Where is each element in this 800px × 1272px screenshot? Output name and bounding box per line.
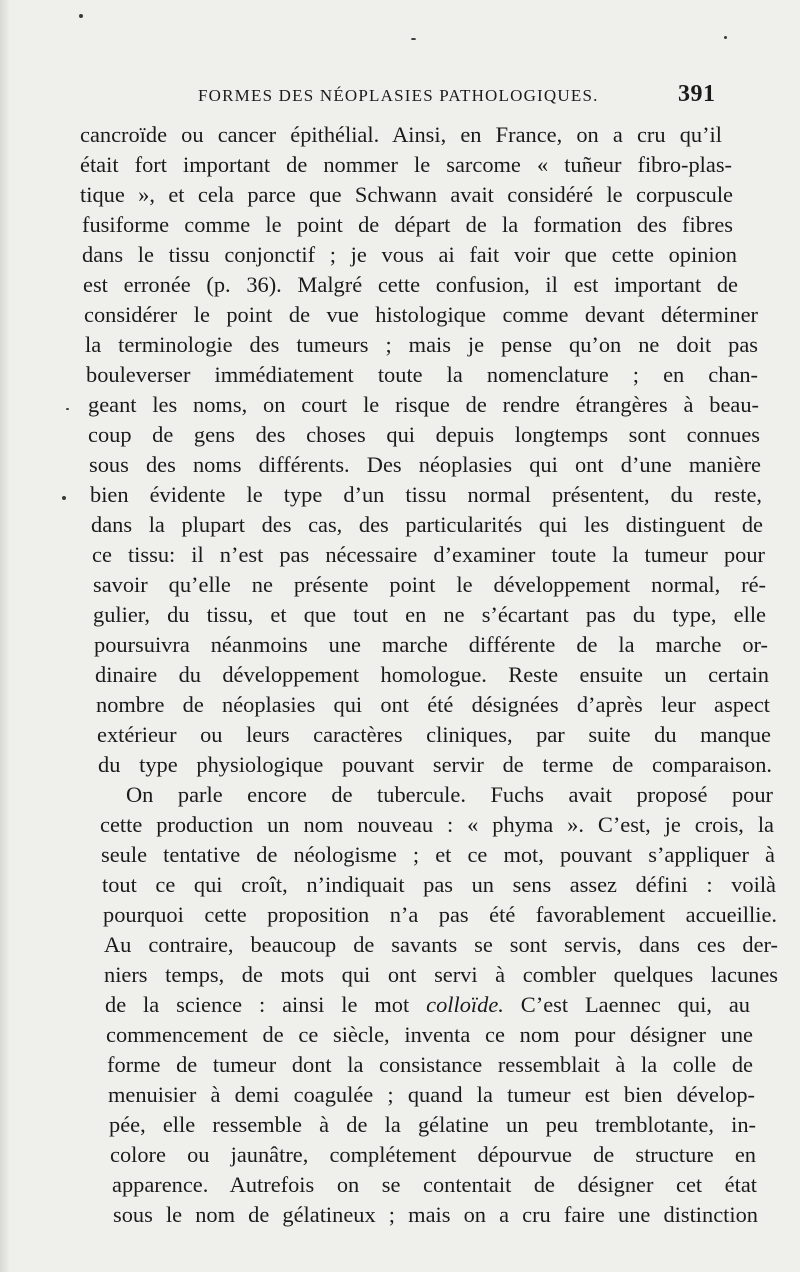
text-line: colore ou jaunâtre, complétement dépourvue de structure en xyxy=(110,1142,756,1167)
text-line: était fort important de nommer le sarcome « tuñeur fibro-plas- xyxy=(80,152,732,177)
text-line: pourquoi cette proposition n’a pas été favorablement accueillie. xyxy=(103,902,777,927)
text-line: poursuivra néanmoins une marche différente de la marche or- xyxy=(94,632,768,657)
text-line: la terminologie des tumeurs ; mais je pense qu’on ne doit pas xyxy=(85,332,758,357)
text-line: dans la plupart des cas, des particularités qui les distinguent de xyxy=(91,512,763,537)
text-line: apparence. Autrefois on se contentait de désigner cet état xyxy=(112,1172,757,1197)
text-line: pée, elle ressemble à de la gélatine un peu tremblotante, in- xyxy=(109,1112,756,1137)
text-segment: de la science : ainsi le mot xyxy=(105,992,427,1017)
text-line: sous le nom de gélatineux ; mais on a cru faire une distinction xyxy=(113,1202,758,1227)
text-segment: C’est Laennec qui, au xyxy=(503,992,750,1017)
text-line: niers temps, de mots qui ont servi à combler quelques lacunes xyxy=(104,962,778,987)
text-line: du type physiologique pouvant servir de terme de comparaison. xyxy=(98,752,772,777)
text-line xyxy=(105,990,750,1020)
text-line: seule tentative de néologisme ; et ce mot, pouvant s’appliquer à xyxy=(101,842,775,867)
page-edge-shadow xyxy=(0,0,9,1272)
italic-term: colloïde. xyxy=(426,992,504,1017)
text-line: nombre de néoplasies qui ont été désignées d’après leur aspect xyxy=(96,692,770,717)
text-line: bien évidente le type d’un tissu normal présentent, du reste, xyxy=(90,482,762,507)
text-line: tique », et cela parce que Schwann avait considéré le corpuscule xyxy=(80,182,733,207)
text-line: forme de tumeur dont la consistance ressemblait à la colle de xyxy=(107,1052,753,1077)
ink-speck xyxy=(411,38,416,40)
text-line: extérieur ou leurs caractères cliniques, par suite du manque xyxy=(97,722,771,747)
running-title: FORMES DES NÉOPLASIES PATHOLOGIQUES. xyxy=(198,86,599,105)
text-line: bouleverser immédiatement toute la nomenclature ; en chan- xyxy=(86,362,758,387)
text-line: sous des noms différents. Des néoplasies qui ont d’une manière xyxy=(89,452,761,477)
text-line: est erronée (p. 36). Malgré cette confusion, il est important de xyxy=(83,272,738,297)
text-line: considérer le point de vue histologique comme devant déterminer xyxy=(84,302,758,327)
text-line: On parle encore de tubercule. Fuchs avait proposé pour xyxy=(126,782,773,807)
text-line: ce tissu: il n’est pas nécessaire d’examiner toute la tumeur pour xyxy=(92,542,765,567)
page-number: 391 xyxy=(678,81,716,107)
text-line: dans le tissu conjonctif ; je vous ai fait voir que cette opinion xyxy=(82,242,737,267)
text-line: Au contraire, beaucoup de savants se sont servis, dans ces der- xyxy=(104,932,778,957)
page-header xyxy=(0,78,800,118)
ink-speck xyxy=(79,14,83,18)
text-line: savoir qu’elle ne présente point le développement normal, ré- xyxy=(93,572,766,597)
text-line: commencement de ce siècle, inventa ce nom pour désigner une xyxy=(106,1022,753,1047)
ink-speck xyxy=(66,408,69,410)
ink-speck xyxy=(62,496,66,500)
text-line: dinaire du développement homologue. Reste ensuite un certain xyxy=(95,662,769,687)
ink-speck xyxy=(724,36,727,39)
text-line: menuisier à demi coagulée ; quand la tumeur est bien dévelop- xyxy=(108,1082,755,1107)
text-line: gulier, du tissu, et que tout en ne s’écartant pas du type, elle xyxy=(93,602,766,627)
text-line: tout ce qui croît, n’indiquait pas un sens assez défini : voilà xyxy=(102,872,776,897)
text-line: cancroïde ou cancer épithélial. Ainsi, en France, on a cru qu’il xyxy=(80,122,722,147)
text-line: geant les noms, on court le risque de rendre étrangères à beau- xyxy=(88,392,759,417)
text-line: coup de gens des choses qui depuis longtemps sont connues xyxy=(88,422,760,447)
text-line: fusiforme comme le point de départ de la formation des fibres xyxy=(82,212,733,237)
text-line: cette production un nom nouveau : « phyma ». C’est, je crois, la xyxy=(100,812,774,837)
